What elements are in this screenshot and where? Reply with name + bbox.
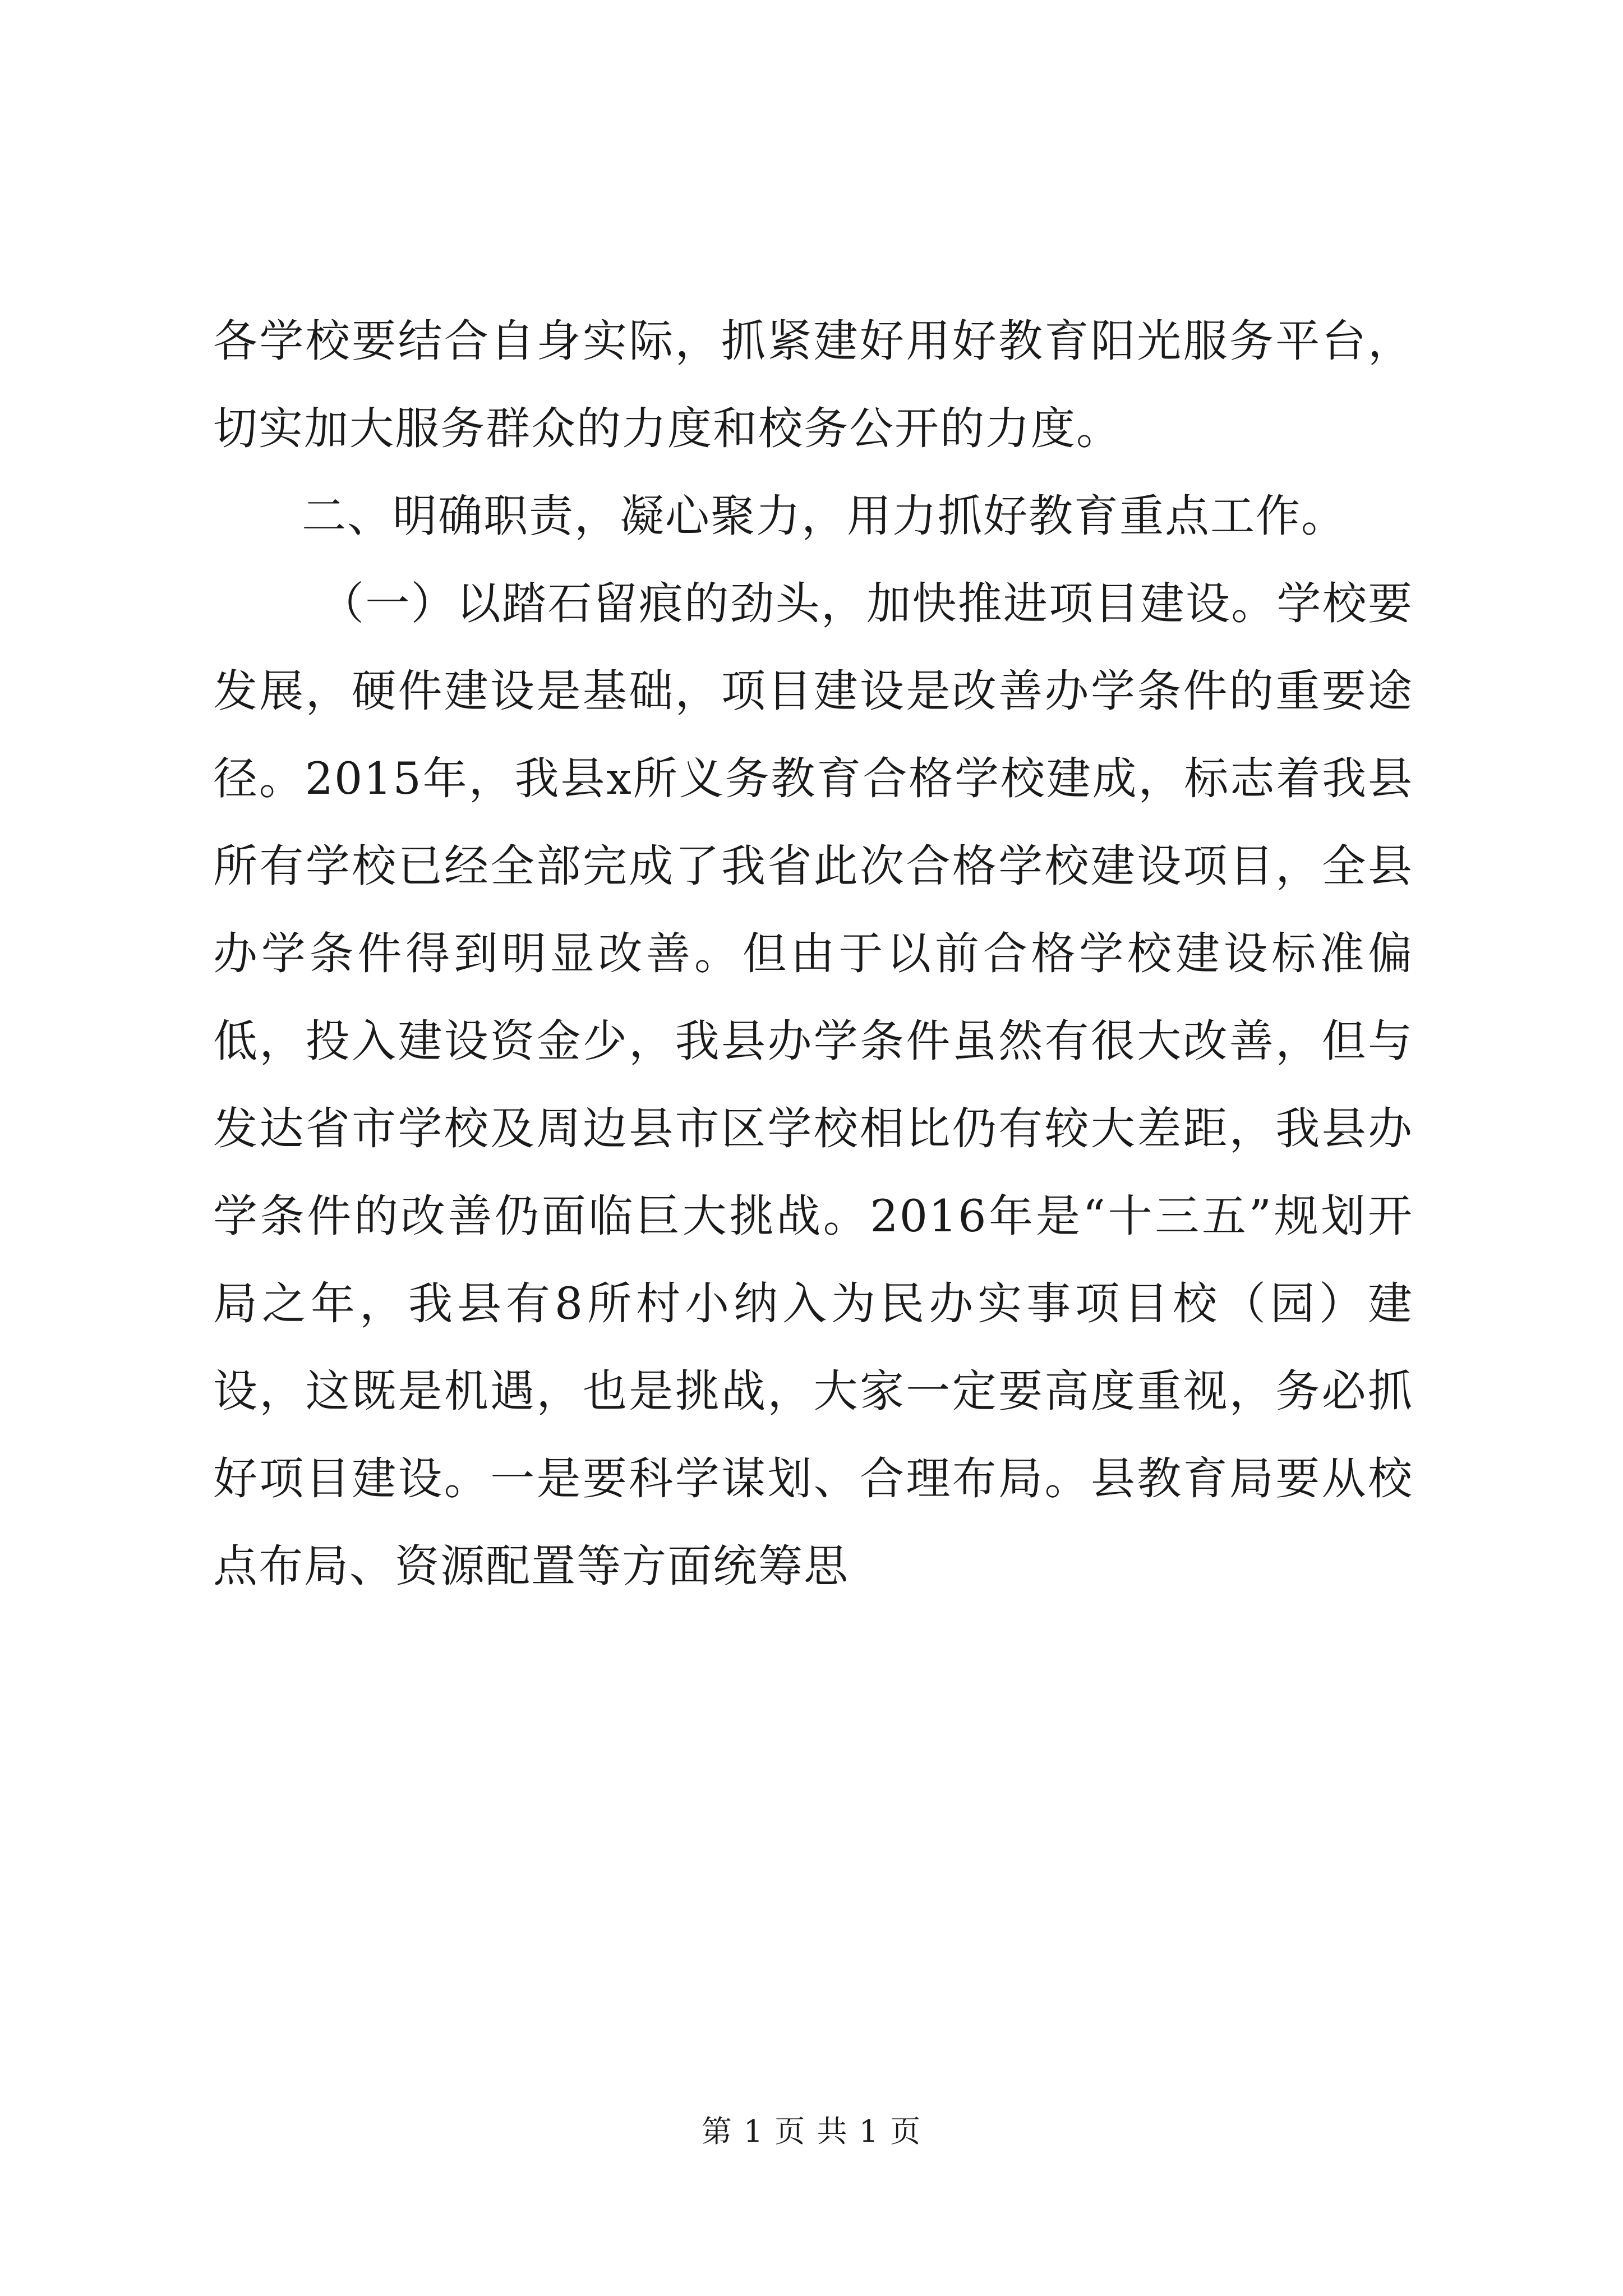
document-body bbox=[213, 297, 1413, 1610]
paragraph-project-construction: （一）以踏石留痕的劲头，加快推进项目建设。学校要发展，硬件建设是基础，项目建设是改善办学条件的重要途径。2015年，我县x所义务教育合格学校建成，标志着我县所有学校已经全部完成了我省此次合格学校建设项目，全县办学条件得到明显改善。但由于以前合格学校建设标准偏低，投入建设资金少，我县办学条件虽然有很大改善，但与发达省市学校及周边县市区学校相比仍有较大差距，我县办学条件的改善仍面临巨大挑战。2016年是“十三五”规划开局之年，我县有8所村小纳入为民办实事项目校（园）建设，这既是机遇，也是挑战，大家一定要高度重视，务必抓好项目建设。一是要科学谋划、合理布局。县教育局要从校点布局、资源配置等方面统筹思 bbox=[213, 578, 1413, 1592]
section-heading: 二、明确职责，凝心聚力，用力抓好教育重点工作。 bbox=[302, 490, 1347, 542]
page-footer: 第 1 页 共 1 页 bbox=[701, 2114, 922, 2149]
paragraph-continuation: 各学校要结合自身实际，抓紧建好用好教育阳光服务平台，切实加大服务群众的力度和校务公开的力度。 bbox=[213, 315, 1413, 454]
